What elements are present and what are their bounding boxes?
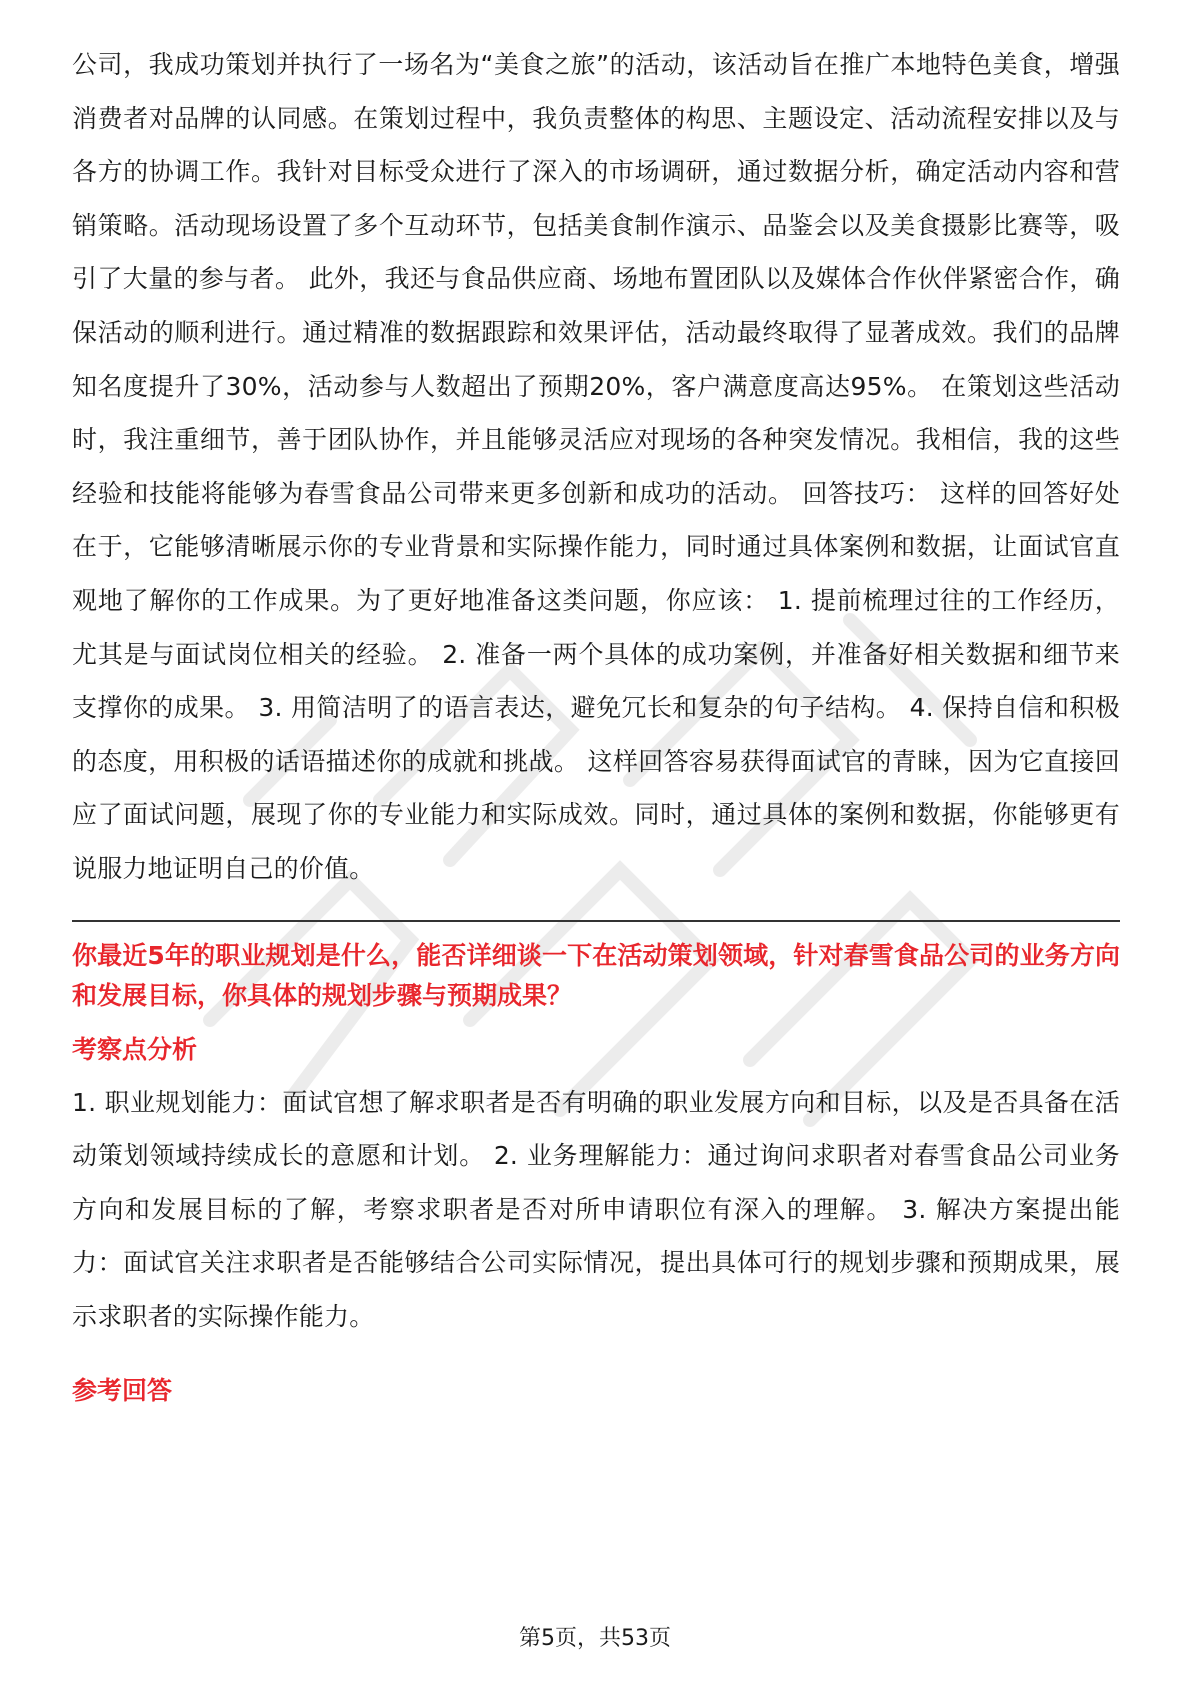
content-area: [72, 38, 1120, 1411]
page-footer: 第5页，共53页: [519, 1626, 671, 1651]
intro-paragraph: 公司，我成功策划并执行了一场名为“美食之旅”的活动，该活动旨在推广本地特色美食，增强消费者对品牌的认同感。在策划过程中，我负责整体的构思、主题设定、活动流程安排以及与各方的协调工作。我针对目标受众进行了深入的市场调研，通过数据分析，确定活动内容和营销策略。活动现场设置了多个互动环节，包括美食制作演示、品鉴会以及美食摄影比赛等，吸引了大量的参与者。 此外，我还与食品供应商、场地布置团队以及媒体合作伙伴紧密合作，确保活动的顺利进行。通过精准的数据跟踪和效果评估，活动最终取得了显著成效。我们的品牌知名度提升了30%，活动参与人数超出了预期20%，客户满意度高达95%。 在策划这些活动时，我注重细节，善于团队协作，并且能够灵活应对现场的各种突发情况。我相信，我的这些经验和技能将能够为春雪食品公司带来更多创新和成功的活动。 回答技巧： 这样的回答好处在于，它能够清晰展示你的专业背景和实际操作能力，同时通过具体案例和数据，让面试官直观地了解你的工作成果。为了更好地准备这类问题，你应该： 1. 提前梳理过往的工作经历，尤其是与面试岗位相关的经验。 2. 准备一两个具体的成功案例，并准备好相关数据和细节来支撑你的成果。 3. 用简洁明了的语言表达，避免冗长和复杂的句子结构。 4. 保持自信和积极的态度，用积极的话语描述你的成就和挑战。 这样回答容易获得面试官的青睐，因为它直接回应了面试问题，展现了你的专业能力和实际成效。同时，通过具体的案例和数据，你能够更有说服力地证明自己的价值。: [72, 50, 1120, 883]
analysis-paragraph: 1. 职业规划能力：面试官想了解求职者是否有明确的职业发展方向和目标，以及是否具备在活动策划领域持续成长的意愿和计划。 2. 业务理解能力：通过询问求职者对春雪食品公司业务方向和发展目标的了解，考察求职者是否对所申请职位有深入的理解。 3. 解决方案提出能力：面试官关注求职者是否能够结合公司实际情况，提出具体可行的规划步骤和预期成果，展示求职者的实际操作能力。: [72, 1087, 1120, 1331]
analysis-heading: 考察点分析: [72, 1034, 198, 1064]
section-divider: [72, 920, 1120, 922]
interview-question: 你最近5年的职业规划是什么，能否详细谈一下在活动策划领域，针对春雪食品公司的业务方向和发展目标，你具体的规划步骤与预期成果？: [72, 940, 1120, 1010]
reference-answer-heading: 参考回答: [72, 1376, 173, 1406]
